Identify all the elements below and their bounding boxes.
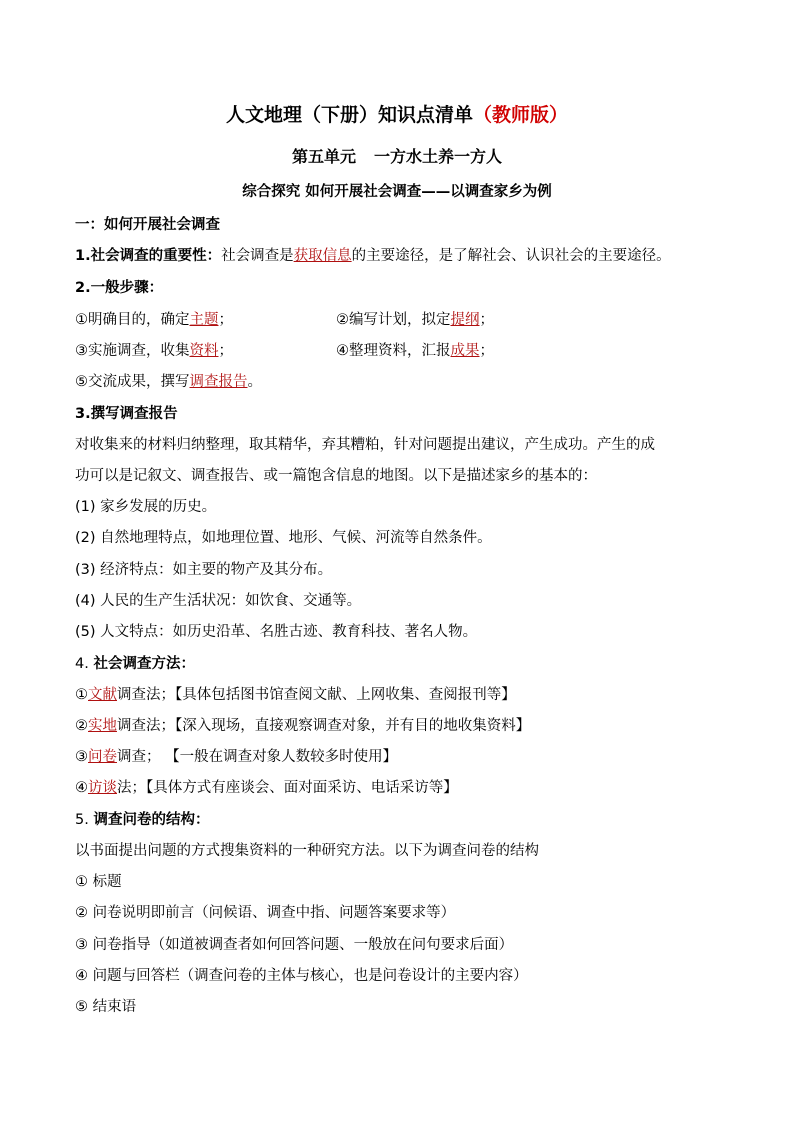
importance-text-pre: 社会调查是 bbox=[221, 248, 294, 264]
unit-number: 第五单元 bbox=[291, 147, 356, 166]
method-desc: 调查法；【深入现场，直接观察调查对象，并有目的地收集资料】 bbox=[117, 718, 531, 734]
method-keyword: 问卷 bbox=[88, 749, 117, 765]
importance-keyword: 获取信息 bbox=[293, 248, 352, 264]
report-paragraph-line: 对收集来的材料归纳整理，取其精华，弃其糟粕，针对问题提出建议，产生成功。产生的成 bbox=[75, 437, 655, 453]
step-item bbox=[75, 341, 233, 361]
step-text: ②编写计划，拟定 bbox=[336, 312, 451, 328]
questionnaire-item: ② 问卷说明即前言（问候语、调查中指、问题答案要求等） bbox=[75, 905, 456, 921]
step-punct: ； bbox=[218, 312, 233, 328]
method-keyword: 实地 bbox=[88, 718, 117, 734]
method-desc: 法；【具体方式有座谈会、面对面采访、电话采访等】 bbox=[117, 780, 458, 796]
method-keyword: 文献 bbox=[88, 687, 117, 703]
unit-heading bbox=[0, 146, 794, 168]
report-item: (4) 人民的生产生活状况：如饮食、交通等。 bbox=[75, 593, 362, 609]
report-item: (3) 经济特点：如主要的物产及其分布。 bbox=[75, 562, 333, 578]
step-item bbox=[336, 310, 494, 330]
questionnaire-item: ⑤ 结束语 bbox=[75, 999, 137, 1015]
step-text: ①明确目的，确定 bbox=[75, 312, 190, 328]
report-paragraph-line: 功可以是记叙文、调查报告、或一篇饱含信息的地图。以下是描述家乡的基本的： bbox=[75, 468, 597, 484]
section-heading: 一：如何开展社会调查 bbox=[75, 217, 220, 233]
step-text: ④整理资料，汇报 bbox=[336, 343, 451, 359]
methods-number: 4. bbox=[75, 656, 94, 672]
topic-subtitle: 综合探究 如何开展社会调查——以调查家乡为例 bbox=[242, 184, 552, 200]
questionnaire-number: 5. bbox=[75, 812, 94, 828]
steps-label: 2.一般步骤： bbox=[75, 280, 164, 296]
questionnaire-heading bbox=[75, 810, 209, 830]
title-tag: （教师版） bbox=[473, 104, 569, 126]
method-desc: 调查法；【具体包括图书馆查阅文献、上网收集、查阅报刊等】 bbox=[117, 687, 516, 703]
method-item bbox=[75, 778, 458, 798]
step-keyword: 资料 bbox=[189, 343, 219, 359]
step-keyword: 调查报告 bbox=[189, 374, 248, 390]
step-item bbox=[336, 341, 494, 361]
report-item: (2) 自然地理特点，如地理位置、地形、气候、河流等自然条件。 bbox=[75, 530, 492, 546]
questionnaire-item: ③ 问卷指导（如道被调查者如何回答问题、一般放在问句要求后面） bbox=[75, 937, 514, 953]
report-item: (1) 家乡发展的历史。 bbox=[75, 499, 217, 515]
title-main: 人文地理（下册）知识点清单 bbox=[225, 104, 473, 126]
questionnaire-intro: 以书面提出问题的方式搜集资料的一种研究方法。以下为调查问卷的结构 bbox=[75, 843, 539, 859]
method-index: ④ bbox=[75, 780, 88, 796]
importance-paragraph bbox=[75, 246, 671, 266]
step-keyword: 成果 bbox=[450, 343, 480, 359]
method-item bbox=[75, 716, 530, 736]
methods-label: 社会调查方法： bbox=[93, 656, 195, 672]
importance-label: 1.社会调查的重要性： bbox=[75, 248, 222, 264]
step-text: ③实施调查，收集 bbox=[75, 343, 190, 359]
step-punct: ； bbox=[479, 312, 494, 328]
report-item: (5) 人文特点：如历史沿革、名胜古迹、教育科技、著名人物。 bbox=[75, 624, 478, 640]
step-item bbox=[75, 372, 262, 392]
step-text: ⑤交流成果，撰写 bbox=[75, 374, 190, 390]
step-item bbox=[75, 310, 233, 330]
page-title bbox=[0, 102, 794, 128]
method-desc: 调查； 【一般在调查对象人数较多时使用】 bbox=[117, 749, 398, 765]
method-item bbox=[75, 685, 516, 705]
method-index: ② bbox=[75, 718, 88, 734]
step-punct: ； bbox=[218, 343, 233, 359]
questionnaire-item: ① 标题 bbox=[75, 874, 122, 890]
method-keyword: 访谈 bbox=[88, 780, 117, 796]
method-index: ③ bbox=[75, 749, 88, 765]
questionnaire-label: 调查问卷的结构： bbox=[93, 812, 210, 828]
step-punct: ； bbox=[479, 343, 494, 359]
questionnaire-item: ④ 问题与回答栏（调查问卷的主体与核心，也是问卷设计的主要内容） bbox=[75, 968, 528, 984]
unit-name: 一方水土养一方人 bbox=[374, 147, 503, 166]
methods-heading bbox=[75, 654, 195, 674]
method-item bbox=[75, 747, 397, 767]
step-keyword: 提纲 bbox=[450, 312, 480, 328]
importance-text-post: 的主要途径，是了解社会、认识社会的主要途径。 bbox=[351, 248, 671, 264]
step-punct: 。 bbox=[247, 374, 262, 390]
method-index: ① bbox=[75, 687, 88, 703]
report-label: 3.撰写调查报告 bbox=[75, 406, 178, 422]
step-keyword: 主题 bbox=[189, 312, 219, 328]
